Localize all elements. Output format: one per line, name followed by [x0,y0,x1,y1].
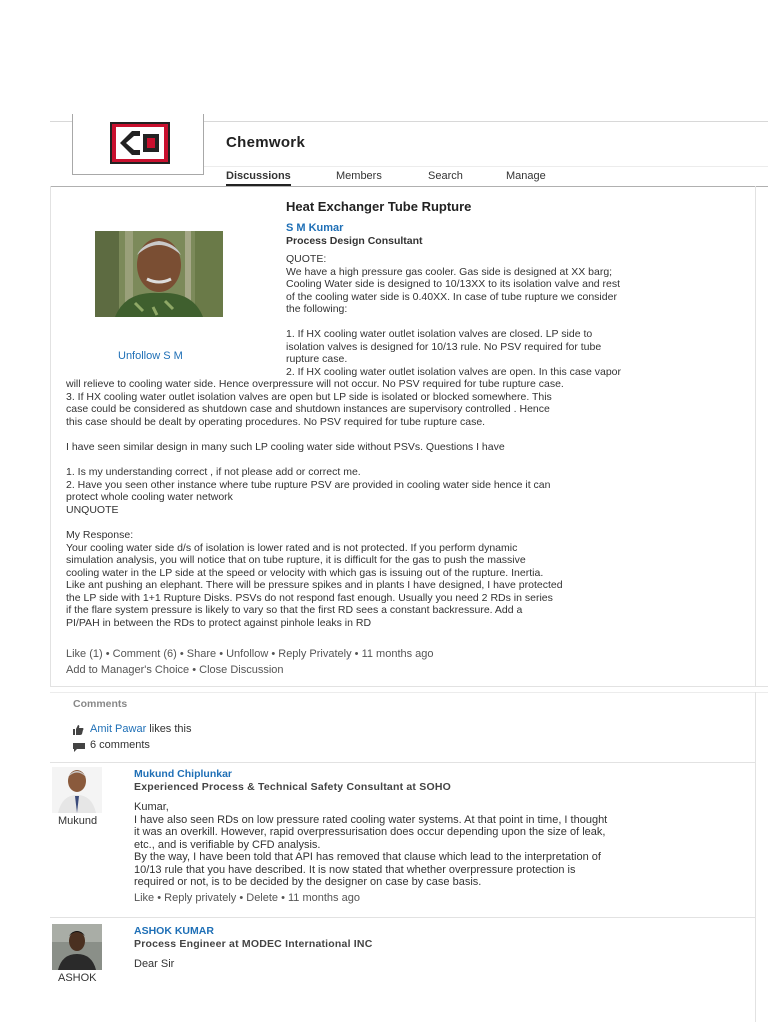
comments-heading: Comments [73,698,128,710]
commenter-photo[interactable] [52,924,102,970]
author-name[interactable]: S M Kumar [286,222,344,234]
commenter-headline: Process Engineer at MODEC International INC [134,938,373,950]
likes-suffix: likes this [146,723,192,735]
discussion-actions[interactable]: Like (1) • Comment (6) • Share • Unfollow • Reply Privately • 11 months ago [66,648,434,660]
thumbs-up-icon [72,723,84,741]
author-photo[interactable] [95,231,223,317]
body-line: I have seen similar design in many such LP cooling water side without PSVs. Questions I have [66,441,505,453]
group-logo[interactable] [72,114,204,175]
tab-discussions[interactable]: Discussions [226,170,291,186]
body-line: 1. If HX cooling water outlet isolation valves are closed. LP side to [286,328,593,340]
comments-count[interactable]: 6 comments [90,739,150,751]
body-line: Cooling Water side is designed to 10/13XX to its isolation valve and rest [286,278,621,290]
comment-body-line: 10/13 rule that you have described. It is now stated that whether overpressure protection is [134,864,576,876]
body-line: case could be considered as shutdown case and shutdown instances are supervisory controlled . Hence [66,403,550,415]
comment-body-line: Dear Sir [134,958,175,970]
body-line: this case should be dealt by operating procedures. No PSV required for tube rupture case. [66,416,486,428]
comment-body-line: I have also seen RDs on low pressure rated cooling water systems. At that point in time, I thought [134,814,608,826]
commenter-photo-caption: Mukund [58,815,98,827]
body-line: QUOTE: [286,253,327,265]
body-line: simulation analysis, you will notice that on tube rupture, it is difficult for the gas to push the massive [66,554,526,566]
comment-body-line: it was an overkill. However, rapid overpressurisation does occur depending upon the size of leak, [134,826,606,838]
comment-actions[interactable]: Like • Reply privately • Delete • 11 months ago [134,892,360,904]
commenter-name[interactable]: ASHOK KUMAR [134,925,214,937]
body-line: Your cooling water side d/s of isolation is lower rated and is not protected. If you perform dynamic [66,542,518,554]
author-headline: Process Design Consultant [286,235,423,247]
liker-name-link[interactable]: Amit Pawar [90,723,147,735]
body-line: 2. If HX cooling water outlet isolation valves are open. In this case vapor [286,366,622,378]
body-line: rupture case. [286,353,348,365]
comment-bubble-icon [72,740,86,758]
likes-line [90,723,192,735]
comment-body-line: required or not, is to be decided by the designer on case by case basis. [134,876,482,888]
group-name[interactable]: Chemwork [226,134,306,151]
body-line: protect whole cooling water network [66,491,233,503]
body-line: 1. Is my understanding correct , if not please add or correct me. [66,466,361,478]
body-line: PI/PAH in between the RDs to protect against pinhole leaks in RD [66,617,372,629]
body-line: the following: [286,303,348,315]
discussion-manager-actions[interactable]: Add to Manager's Choice • Close Discussion [66,664,284,676]
tab-manage[interactable]: Manage [506,170,546,182]
body-line: the LP side with 1+1 Rupture Disks. PSVs do not respond fast enough. Usually you need 2 RDs in series [66,592,553,604]
commenter-avatar-icon [52,924,102,970]
commenter-photo[interactable] [52,767,102,813]
body-line: UNQUOTE [66,504,119,516]
body-line: cooling water in the LP side at the speed or velocity with which gas is issuing out of the rupture. Inertia. [66,567,544,579]
tab-members[interactable]: Members [336,170,382,182]
body-line: We have a high pressure gas cooler. Gas side is designed at XX barg; [286,266,613,278]
body-line: 3. If HX cooling water outlet isolation valves are open but LP side is isolated or blocked somewhere. This [66,391,552,403]
body-line: Like ant pushing an elephant. There will be pressure spikes and in plants I have designed, I have protected [66,579,563,591]
body-line: will relieve to cooling water side. Hence overpressure will not occur. No PSV required for tube rupture case. [66,378,564,390]
commenter-name[interactable]: Mukund Chiplunkar [134,768,232,780]
comment-body-line: etc., and is verifiable by CFD analysis. [134,839,321,851]
commenter-photo-caption: ASHOK [58,972,97,984]
unfollow-author-link[interactable]: Unfollow S M [118,350,183,362]
commenter-headline: Experienced Process & Technical Safety Consultant at SOHO [134,781,451,793]
body-line: if the flare system pressure is likely to vary so that the first RD sees a constant backressure. Add a [66,604,523,616]
comment-body-line: By the way, I have been told that API has removed that clause which lead to the interpretation of [134,851,601,863]
chemwork-logo-icon [110,122,170,164]
commenter-avatar-icon [52,767,102,813]
author-avatar-icon [95,231,223,317]
body-line: isolation valves is designed for 10/13 rule. No PSV required for tube [286,341,602,353]
body-line: 2. Have you seen other instance where tube rupture PSV are provided in cooling water side hence it can [66,479,551,491]
body-line: of the cooling water side is 0.40XX. In case of tube rupture we consider [286,291,617,303]
body-line: My Response: [66,529,134,541]
tab-search[interactable]: Search [428,170,463,182]
comment-body-line: Kumar, [134,801,169,813]
discussion-title: Heat Exchanger Tube Rupture [286,199,472,214]
